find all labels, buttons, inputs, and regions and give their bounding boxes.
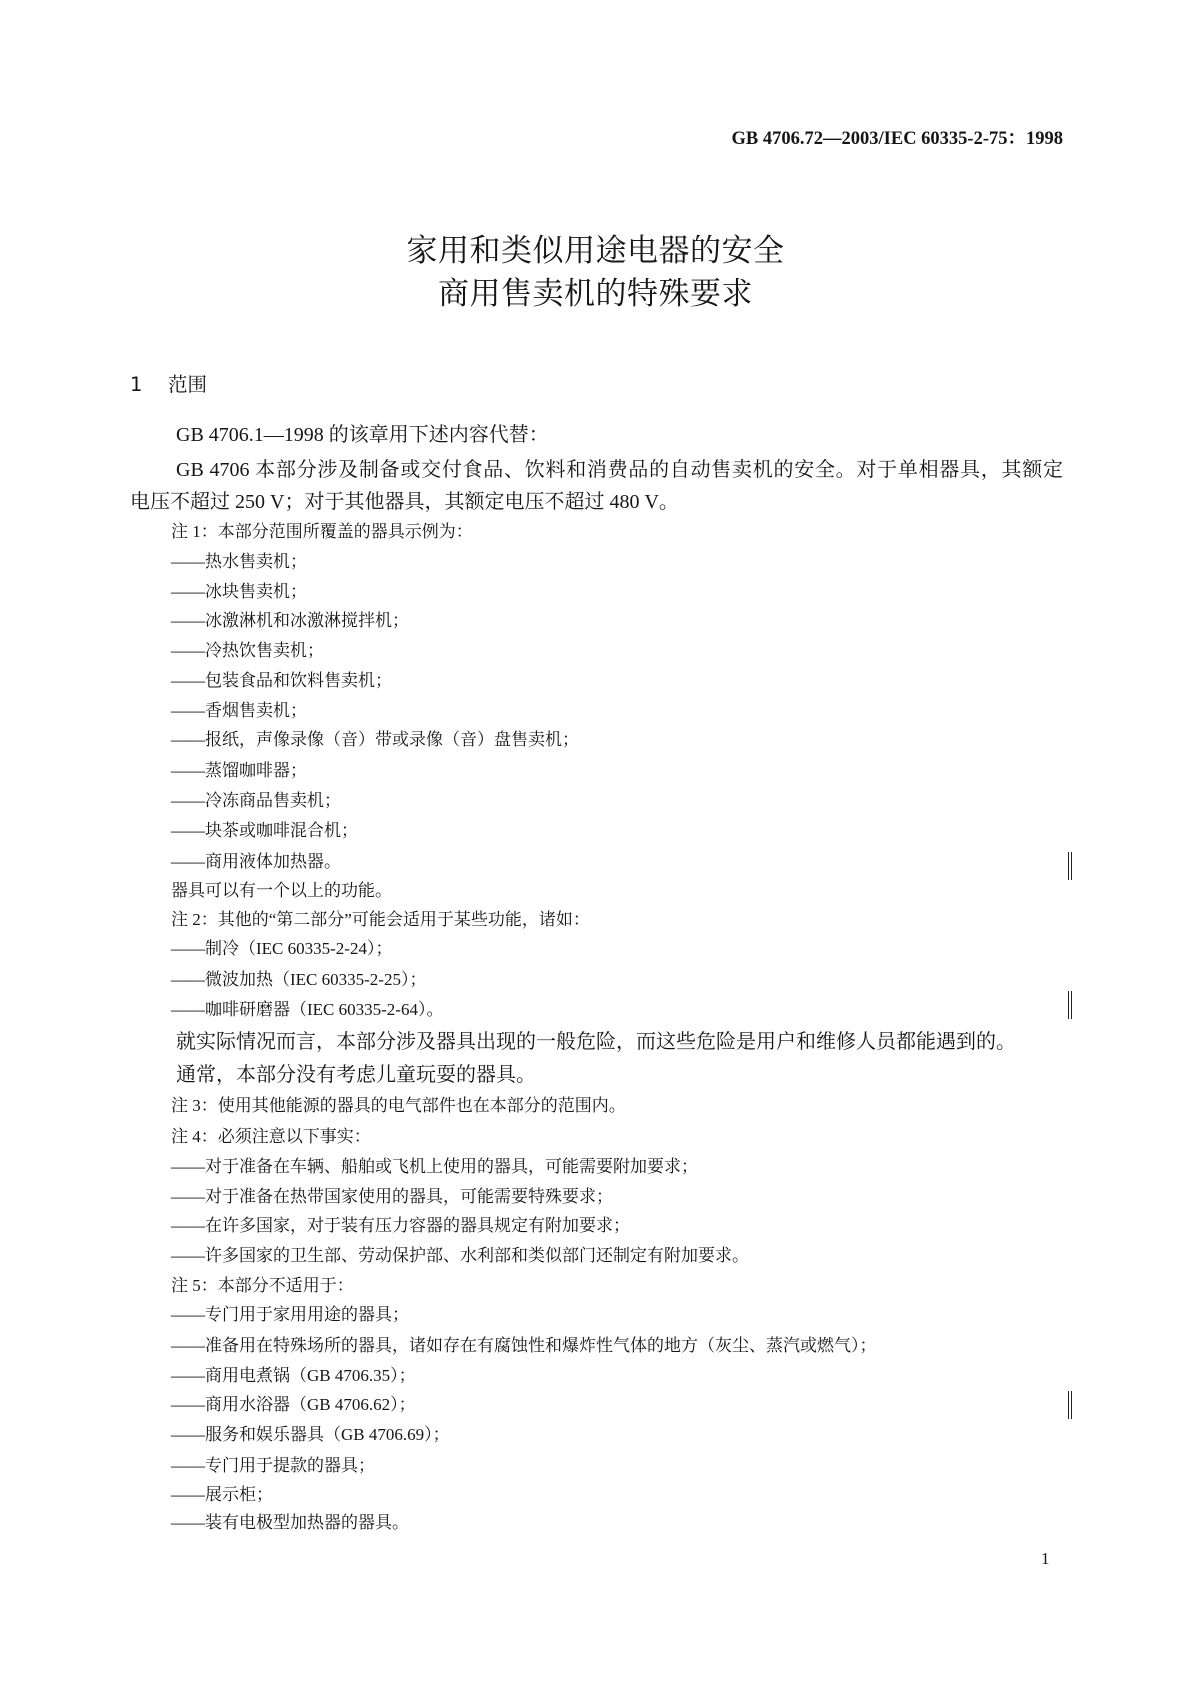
note-list-item: ——冷冻商品售卖机； — [171, 791, 341, 810]
change-bar-mark — [1068, 991, 1072, 1019]
note-list-item: ——热水售卖机； — [171, 552, 307, 571]
hazard-statement: 就实际情况而言，本部分涉及器具出现的一般危险，而这些危险是用户和维修人员都能遇到的。 — [176, 1031, 1016, 1053]
note-label: 注 4：必须注意以下事实： — [171, 1127, 371, 1146]
section-number: 1 — [130, 373, 143, 396]
note-list-item: ——咖啡研磨器（IEC 60335-2-64）。 — [171, 1000, 444, 1019]
note-list-item: ——冷热饮售卖机； — [171, 641, 324, 660]
children-statement: 通常，本部分没有考虑儿童玩耍的器具。 — [176, 1064, 536, 1086]
note-list-item: ——商用电煮锅（GB 4706.35）； — [171, 1366, 416, 1385]
note-list-item: ——对于准备在热带国家使用的器具，可能需要特殊要求； — [171, 1187, 613, 1206]
note-list-item: ——专门用于家用用途的器具； — [171, 1305, 409, 1324]
note-list-item: ——装有电极型加热器的器具。 — [171, 1513, 409, 1532]
scope-statement-line: 电压不超过 250 V；对于其他器具，其额定电压不超过 480 V。 — [130, 491, 679, 513]
note-list-item: ——展示柜； — [171, 1485, 273, 1504]
page-number: 1 — [1041, 1549, 1050, 1568]
note-list-item: ——块茶或咖啡混合机； — [171, 821, 358, 840]
section-heading — [130, 371, 207, 399]
note-list-item: ——制冷（IEC 60335-2-24）； — [171, 939, 393, 958]
note-text: 注 3：使用其他能源的器具的电气部件也在本部分的范围内。 — [171, 1096, 626, 1115]
note-list-item: ——服务和娱乐器具（GB 4706.69）； — [171, 1425, 450, 1444]
note-list-item: ——冰激淋机和冰激淋搅拌机； — [171, 611, 409, 630]
note-label: 注 1：本部分范围所覆盖的器具示例为： — [171, 522, 473, 541]
note-list-item: ——包装食品和饮料售卖机； — [171, 671, 392, 690]
document-title-line-1: 家用和类似用途电器的安全 — [406, 233, 785, 269]
note-list-item: ——准备用在特殊场所的器具，诸如存在有腐蚀性和爆炸性气体的地方（灰尘、蒸汽或燃气）； — [171, 1336, 877, 1355]
note-list-item: ——蒸馏咖啡器； — [171, 761, 307, 780]
note-list-item: ——报纸，声像录像（音）带或录像（音）盘售卖机； — [171, 730, 579, 749]
note-list-item: ——微波加热（IEC 60335-2-25）； — [171, 970, 427, 989]
note-label: 注 5：本部分不适用于： — [171, 1276, 354, 1295]
change-bar-mark — [1068, 852, 1072, 880]
note-list-item: ——专门用于提款的器具； — [171, 1456, 375, 1475]
note-list-item: ——商用液体加热器。 — [171, 852, 341, 871]
note-text: 器具可以有一个以上的功能。 — [171, 881, 392, 900]
note-list-item: ——香烟售卖机； — [171, 701, 307, 720]
change-bar-mark — [1068, 1391, 1072, 1419]
note-list-item: ——对于准备在车辆、船舶或飞机上使用的器具，可能需要附加要求； — [171, 1157, 698, 1176]
section-title: 范围 — [168, 373, 208, 396]
note-list-item: ——在许多国家，对于装有压力容器的器具规定有附加要求； — [171, 1216, 630, 1235]
note-list-item: ——商用水浴器（GB 4706.62）； — [171, 1395, 416, 1414]
standard-number-header: GB 4706.72—2003/IEC 60335-2-75：1998 — [731, 129, 1063, 149]
scope-statement-line: GB 4706 本部分涉及制备或交付食品、饮料和消费品的自动售卖机的安全。对于单相器具，其额定 — [176, 459, 1063, 481]
note-list-item: ——冰块售卖机； — [171, 582, 307, 601]
note-list-item: ——许多国家的卫生部、劳动保护部、水利部和类似部门还制定有附加要求。 — [171, 1246, 749, 1265]
document-title-line-2: 商用售卖机的特殊要求 — [438, 276, 753, 312]
note-label: 注 2：其他的“第二部分”可能会适用于某些功能，诸如： — [171, 910, 590, 929]
replacement-statement: GB 4706.1—1998 的该章用下述内容代替： — [176, 424, 549, 446]
